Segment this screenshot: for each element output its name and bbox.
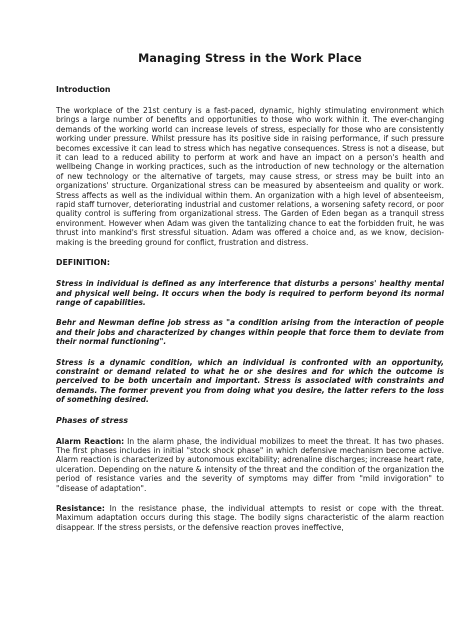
resistance-text: In the resistance phase, the individual attempts to resist or cope with the threat. Maximum adaptation occurs during this stage. The bodily signs characteristic of the alarm reaction disappear. If the stress persists, or the defensive reaction proves ineffective, <box>56 504 444 532</box>
phases-heading: Phases of stress <box>56 415 129 425</box>
definition-paragraph-2: Behr and Newman define job stress as "a condition arising from the interaction of people and their jobs and characterized by changes within people that force them to deviate from their normal functioning". <box>56 318 444 347</box>
intro-heading: Introduction <box>56 85 111 94</box>
definition-paragraph-3: Stress is a dynamic condition, which an individual is confronted with an opportunity, constraint or demand related to what he or she desires and for which the outcome is perceived to be both uncertain and important. Stress is associated with constraints and demands. The former prevent you from doing what you desire, the latter refers to the loss of something desired. <box>56 357 444 405</box>
resistance-term: Resistance: <box>56 504 105 513</box>
alarm-paragraph <box>56 437 444 493</box>
document-title: Managing Stress in the Work Place <box>138 52 362 65</box>
definition-heading: DEFINITION: <box>56 258 110 268</box>
alarm-text: In the alarm phase, the individual mobilizes to meet the threat. It has two phases. The first phases includes in initial "stock shock phase" in which defensive mechanism become active. Alarm reaction is characterized by autonomous excitability; adrenaline discharges; increase heart rate, ulceration. Depending on the nature & intensity of the threat and the condition of the organization the period of resistance varies and the severity of symptoms may differ from "mild invigoration" to "disease of adaptation". <box>56 436 444 493</box>
resistance-paragraph <box>56 504 444 532</box>
alarm-term: Alarm Reaction: <box>56 436 125 446</box>
intro-paragraph: The workplace of the 21st century is a fast-paced, dynamic, highly stimulating environment which brings a large number of benefits and opportunities to those who work within it. The ever-changing demands of the working world can increase levels of stress, especially for those who are consistently working under pressure. Whilst pressure has its positive side in raising performance, if such pressure becomes excessive it can lead to stress which has negative consequences. Stress is not a disease, but it can lead to a reduced ability to perform at work and have an impact on a person's health and wellbeing Change in working practices, such as the introduction of new technology or the alternation of new technology or the alternative of targets, may cause stress, or stress may be built into an organizations' structure. Organizational stress can be measured by absenteeism and quality or work. Stress affects as well as the individual within them. An organization with a high level of absenteeism, rapid staff turnover, deteriorating industrial and customer relations, a worsening safety record, or poor quality control is suffering from organizational stress. The Garden of Eden began as a tranquil stress environment. However when Adam was given the tantalizing chance to eat the forbidden fruit, he was thrust into mankind's first stressful situation. Adam was offered a choice and, as we know, decision-making is the breeding ground for conflict, frustration and distress. <box>56 106 444 247</box>
definition-paragraph-1: Stress in individual is defined as any interference that disturbs a persons' healthy mental and physical well being. It occurs when the body is required to perform beyond its normal range of capabilities. <box>56 279 444 307</box>
